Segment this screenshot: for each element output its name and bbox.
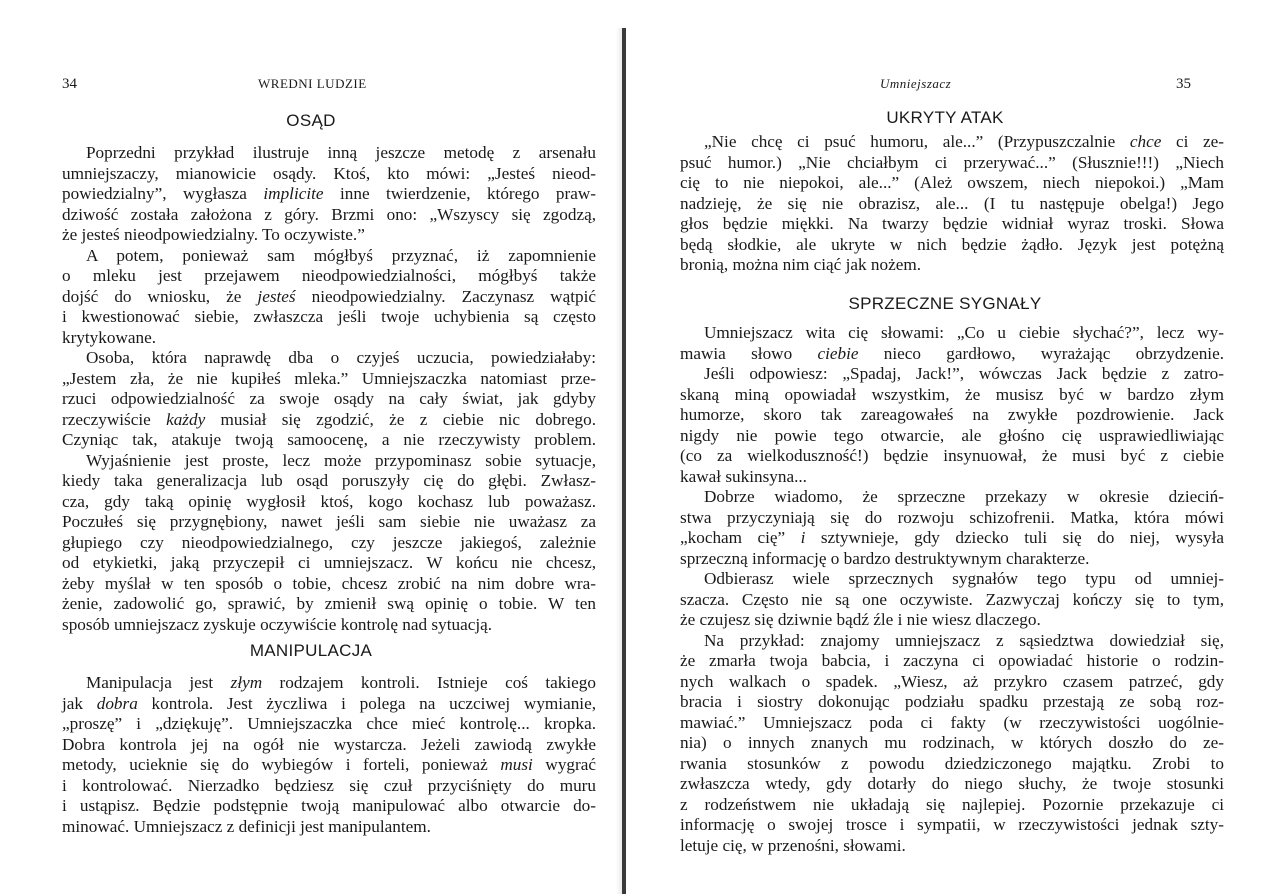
text-line: Poprzedni przykład ilustruje inną jeszcze metodę z arsenału: [86, 143, 596, 162]
text-line: rwania stosunków z powodu dziedziczonego majątku. Zrobi to: [680, 753, 1224, 773]
text-line: „kocham cię” i sztywnieje, gdy dziecko tuli się do niej, wysyła: [680, 528, 1224, 547]
text-line: nadzieję, że się nie obrazisz, ale... (I tu następuje obelga!) Jego: [680, 193, 1224, 213]
emphasis: i: [800, 528, 806, 547]
text-line: mawiać.” Umniejszacz poda ci fakty (w rzeczywistości uogólnie-: [680, 712, 1224, 732]
text-line: że jesteś nieodpowiedzialny. To oczywiste.”: [62, 225, 365, 244]
section-heading-ukryty-atak: UKRYTY ATAK: [886, 108, 1004, 127]
page-number: 34: [62, 76, 77, 92]
book-gutter: [622, 28, 626, 894]
running-head: Umniejszacz: [880, 76, 952, 91]
section-body-ukryty-atak: [680, 132, 1224, 276]
emphasis: dobra: [96, 693, 138, 713]
text-line: humorze, skoro tak zareagowałeś na zwykłe pozdrowienie. Jack: [680, 405, 1224, 424]
text-line: sposób umniejszacz zyskuje oczywiście kontrolę nad sytuacją.: [62, 614, 493, 634]
text-line: będą słodkie, ale ukryte w nich będzie żądło. Język jest potężną: [680, 234, 1224, 254]
text-line: „proszę” i „dziękuję”. Umniejszaczka chce mieć kontrolę... kropka.: [62, 714, 596, 733]
text-line: Na przykład: znajomy umniejszacz z sąsiedztwa dowiedział się,: [704, 630, 1224, 650]
text-line: szacza. Często nie są one oczywiste. Zazwyczaj kończy się to tym,: [680, 589, 1224, 609]
text-line: zwłaszcza wtedy, gdy dotarły do niego słuchy, że twoje stosunki: [680, 774, 1224, 793]
text-line: cza, gdy taką opinię wygłosił ktoś, kogo kochasz lub poważasz.: [62, 491, 596, 511]
text-line: nia) o innych znanych mu rodzinach, w których doszło do ze-: [680, 733, 1224, 752]
text-line: Wyjaśnienie jest proste, lecz może przypominasz sobie sytuacje,: [86, 450, 596, 470]
text-line: umniejszaczy, mianowicie osądy. Ktoś, kto mówi: „Jesteś nieod-: [62, 163, 596, 183]
text-line: Poczułeś się przygnębiony, nawet jeśli sam siebie nie uważasz za: [62, 512, 596, 531]
text-line: i kwestionować siebie, zwłaszcza jeśli twoje uchybienia są często: [62, 307, 596, 326]
text-line: rzeczywiście każdy musiał się zgodzić, że z ciebie nic dobrego.: [62, 409, 596, 429]
page-number: 35: [1176, 76, 1191, 92]
text-line: żeby myślał w ten sposób o tobie, chcesz zrobić na nim dobre wra-: [62, 573, 596, 593]
text-line: (co za wielkoduszność!) będzie insynuował, że musi być z ciebie: [680, 446, 1224, 465]
text-line: rzuci odpowiedzialność za swoje osądy na cały świat, jak gdyby: [62, 389, 596, 408]
text-line: minować. Umniejszacz z definicji jest manipulantem.: [62, 816, 431, 836]
emphasis: musi: [500, 755, 533, 774]
text-line: Jeśli odpowiesz: „Spadaj, Jack!”, wówczas Jack będzie z zatro-: [704, 364, 1224, 383]
text-line: sprzeczną informację o bardzo destruktywnym charakterze.: [680, 548, 1090, 568]
text-line: jak dobra kontrola. Jest życzliwa i polega na uczciwej wymianie,: [62, 693, 597, 713]
text-line: głupiego czy nieodpowiedzialnego, czy jeszcze jakiegoś, zależnie: [62, 532, 596, 552]
section-body-sprzeczne-sygnaly: [680, 323, 1224, 856]
text-line: od etykietki, jaką przyczepił ci umniejszacz. W końcu nie chcesz,: [62, 553, 596, 572]
text-line: że czujesz się dziwnie bądź źle i nie wiesz dlaczego.: [680, 610, 1041, 629]
text-line: „Jestem zła, że nie kupiłeś mleka.” Umniejszaczka natomiast prze-: [62, 368, 596, 388]
text-line: kiedy taka generalizacja lub osąd poruszyły cię do głębi. Zwłasz-: [62, 471, 596, 490]
section-heading-osad: OSĄD: [286, 111, 336, 130]
text-line: stwa przyczyniają się do rozwoju schizofrenii. Matka, która mówi: [680, 507, 1224, 527]
text-line: „Nie chcę ci psuć humoru, ale...” (Przypuszczalnie chce ci ze-: [704, 132, 1224, 151]
running-head: WREDNI LUDZIE: [258, 76, 367, 91]
emphasis: implicite: [263, 184, 324, 203]
right-page: [628, 0, 1262, 894]
text-line: dojść do wniosku, że jesteś nieodpowiedzialny. Zaczynasz wątpić: [62, 286, 596, 306]
text-line: nych walkach o spadek. „Wiesz, aż przykro czasem patrzeć, gdy: [680, 671, 1224, 691]
text-line: bronią, można nim ciąć jak nożem.: [680, 255, 922, 274]
text-line: skaną miną opowiadał wszystkim, że musisz być w bardzo złym: [680, 384, 1224, 404]
text-line: A potem, ponieważ sam mógłbyś przyznać, iż zapomnienie: [86, 245, 596, 265]
section-heading-sprzeczne-sygnaly: SPRZECZNE SYGNAŁY: [848, 294, 1042, 313]
text-line: mawia słowo ciebie nieco gardłowo, wyrażając obrzydzenie.: [680, 343, 1224, 363]
text-line: psuć humor.) „Nie chciałbym ci przerywać...” (Słusznie!!!) „Niech: [680, 152, 1224, 172]
text-line: i kontrolować. Nierzadko będziesz się czuł przyciśnięty do muru: [62, 775, 596, 795]
emphasis: jesteś: [257, 286, 296, 306]
text-line: nigdy nie powie tego otwarcie, ale głośno cię usprawiedliwiając: [680, 425, 1224, 445]
text-line: bracia i siostry dokonując podziału spadku przestają ze sobą roz-: [680, 692, 1224, 711]
text-line: Odbierasz wiele sprzecznych sygnałów tego typu od umniej-: [704, 569, 1224, 588]
text-line: Czyniąc tak, atakuje twoją samoocenę, a nie rzeczywisty problem.: [62, 430, 596, 449]
text-line: Dobrze wiadomo, że sprzeczne przekazy w okresie dzieciń-: [704, 487, 1224, 506]
emphasis: każdy: [166, 409, 206, 429]
text-line: o mleku jest przejawem nieodpowiedzialności, mógłbyś także: [62, 266, 596, 285]
text-line: cię to nie niepokoi, ale...” (Ależ owszem, niech niepokoi.) „Mam: [680, 173, 1224, 192]
text-line: Dobra kontrola jej na ogół nie wystarcza. Jeżeli zawiodą zwykłe: [62, 734, 596, 754]
text-line: powiedzialny”, wygłasza implicite inne twierdzenie, którego praw-: [62, 184, 597, 203]
text-line: Osoba, która naprawdę dba o czyjeś uczucia, powiedziałaby:: [86, 348, 596, 367]
text-line: letuje cię, w przenośni, słowami.: [680, 835, 906, 855]
text-line: informację o swojej trosce i sympatii, w rzeczywistości jednak szty-: [680, 815, 1224, 834]
section-heading-manipulacja: MANIPULACJA: [249, 641, 373, 660]
text-line: kawał sukinsyna...: [680, 466, 807, 486]
left-page: [0, 0, 622, 894]
section-body-osad: [62, 143, 596, 635]
emphasis: chce: [1129, 132, 1162, 151]
text-line: i ustąpisz. Będzie podstępnie twoją manipulować albo otwarcie do-: [62, 796, 596, 815]
emphasis: ciebie: [817, 343, 859, 363]
text-line: głos będzie miękki. Na twarzy będzie widniał wyraz troski. Słowa: [680, 214, 1224, 233]
emphasis: złym: [230, 673, 263, 692]
text-line: dziwość została założona z góry. Brzmi ono: „Wszyscy się zgodzą,: [62, 204, 596, 224]
text-line: Umniejszacz wita cię słowami: „Co u ciebie słychać?”, lecz wy-: [704, 323, 1224, 342]
text-line: żenie, zadowolić go, sprawić, by zmienił swą opinię o tobie. W ten: [62, 594, 596, 613]
section-body-manipulacja: [62, 673, 596, 837]
text-line: metody, ucieknie się do wybiegów i forteli, ponieważ musi wygrać: [62, 755, 596, 774]
text-line: że zmarła twoja babcia, i zaczyna ci opowiadać historie o rodzin-: [680, 651, 1224, 670]
text-line: z rodzeństwem nie układają się najlepiej. Pozornie przekazuje ci: [680, 794, 1224, 814]
text-line: krytykowane.: [62, 327, 157, 347]
text-line: Manipulacja jest złym rodzajem kontroli. Istnieje coś takiego: [86, 673, 596, 692]
